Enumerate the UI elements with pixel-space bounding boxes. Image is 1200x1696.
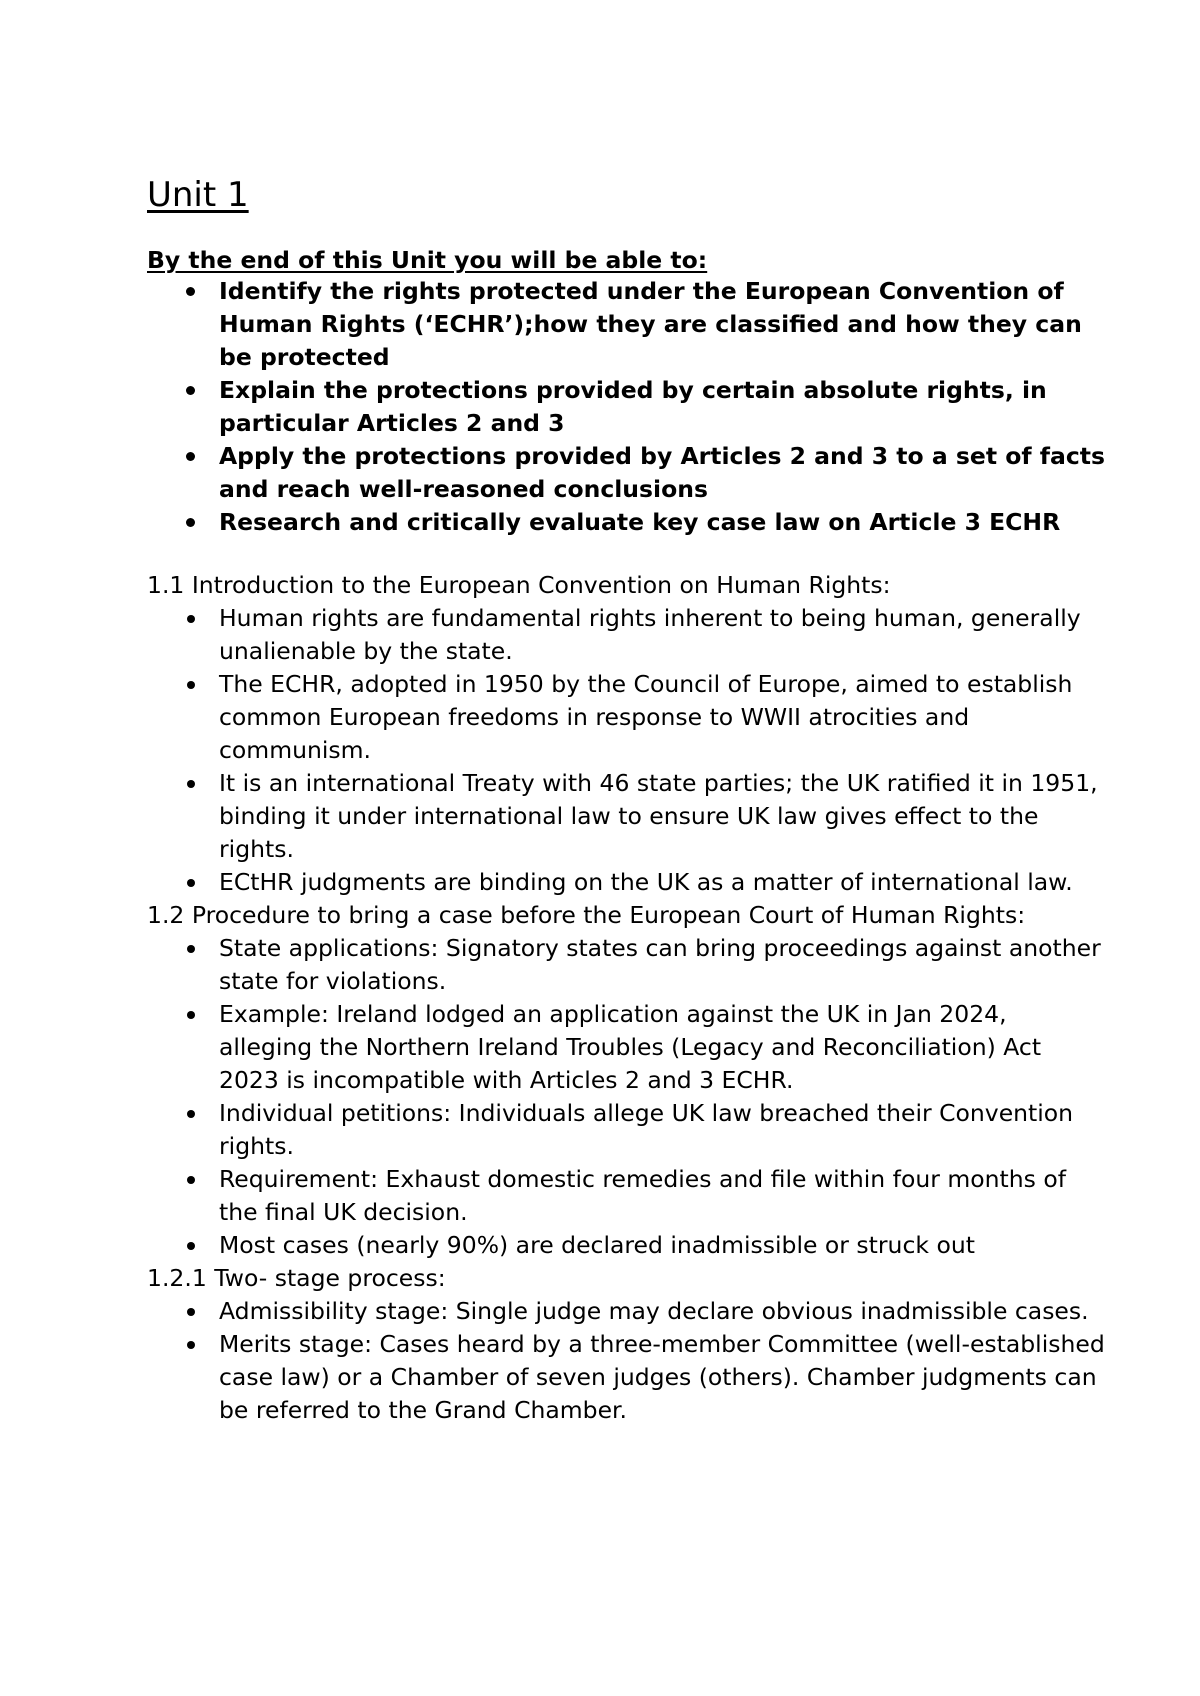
list-item: It is an international Treaty with 46 state parties; the UK ratified it in 1951, binding it under international law to ensure UK law gives effect to the rights. (147, 767, 1107, 866)
section-heading-1-1: 1.1 Introduction to the European Convention on Human Rights: (147, 571, 891, 599)
list-item: State applications: Signatory states can bring proceedings against another state for violations. (147, 932, 1107, 998)
objective-item: Explain the protections provided by certain absolute rights, in particular Articles 2 and 3 (147, 374, 1107, 440)
objective-item: Identify the rights protected under the European Convention of Human Rights (‘ECHR’);how they are classified and how they can be protected (147, 275, 1107, 374)
section-list-1-2 (147, 932, 1107, 1262)
unit-title: Unit 1 (147, 175, 249, 215)
objective-item: Apply the protections provided by Articles 2 and 3 to a set of facts and reach well-reasoned conclusions (147, 440, 1107, 506)
list-item: Human rights are fundamental rights inherent to being human, generally unalienable by the state. (147, 602, 1107, 668)
list-item: The ECHR, adopted in 1950 by the Council of Europe, aimed to establish common European freedoms in response to WWII atrocities and communism. (147, 668, 1107, 767)
list-item: Individual petitions: Individuals allege UK law breached their Convention rights. (147, 1097, 1107, 1163)
section-list-1-2-1 (147, 1295, 1107, 1427)
section-list-1-1 (147, 602, 1107, 899)
list-item: Example: Ireland lodged an application against the UK in Jan 2024, alleging the Northern Ireland Troubles (Legacy and Reconciliation) Act 2023 is incompatible with Articles 2 and 3 ECHR. (147, 998, 1107, 1097)
objectives-list (147, 275, 1107, 539)
list-item: ECtHR judgments are binding on the UK as a matter of international law. (147, 866, 1107, 899)
list-item: Merits stage: Cases heard by a three-member Committee (well-established case law) or a Chamber of seven judges (others). Chamber judgments can be referred to the Grand Chamber. (147, 1328, 1107, 1427)
list-item: Most cases (nearly 90%) are declared inadmissible or struck out (147, 1229, 1107, 1262)
objectives-heading: By the end of this Unit you will be able to: (147, 246, 708, 274)
list-item: Admissibility stage: Single judge may declare obvious inadmissible cases. (147, 1295, 1107, 1328)
section-heading-1-2: 1.2 Procedure to bring a case before the European Court of Human Rights: (147, 901, 1026, 929)
objective-item: Research and critically evaluate key case law on Article 3 ECHR (147, 506, 1107, 539)
document-page (147, 175, 1107, 1427)
list-item: Requirement: Exhaust domestic remedies and file within four months of the final UK decision. (147, 1163, 1107, 1229)
section-heading-1-2-1: 1.2.1 Two- stage process: (147, 1264, 446, 1292)
